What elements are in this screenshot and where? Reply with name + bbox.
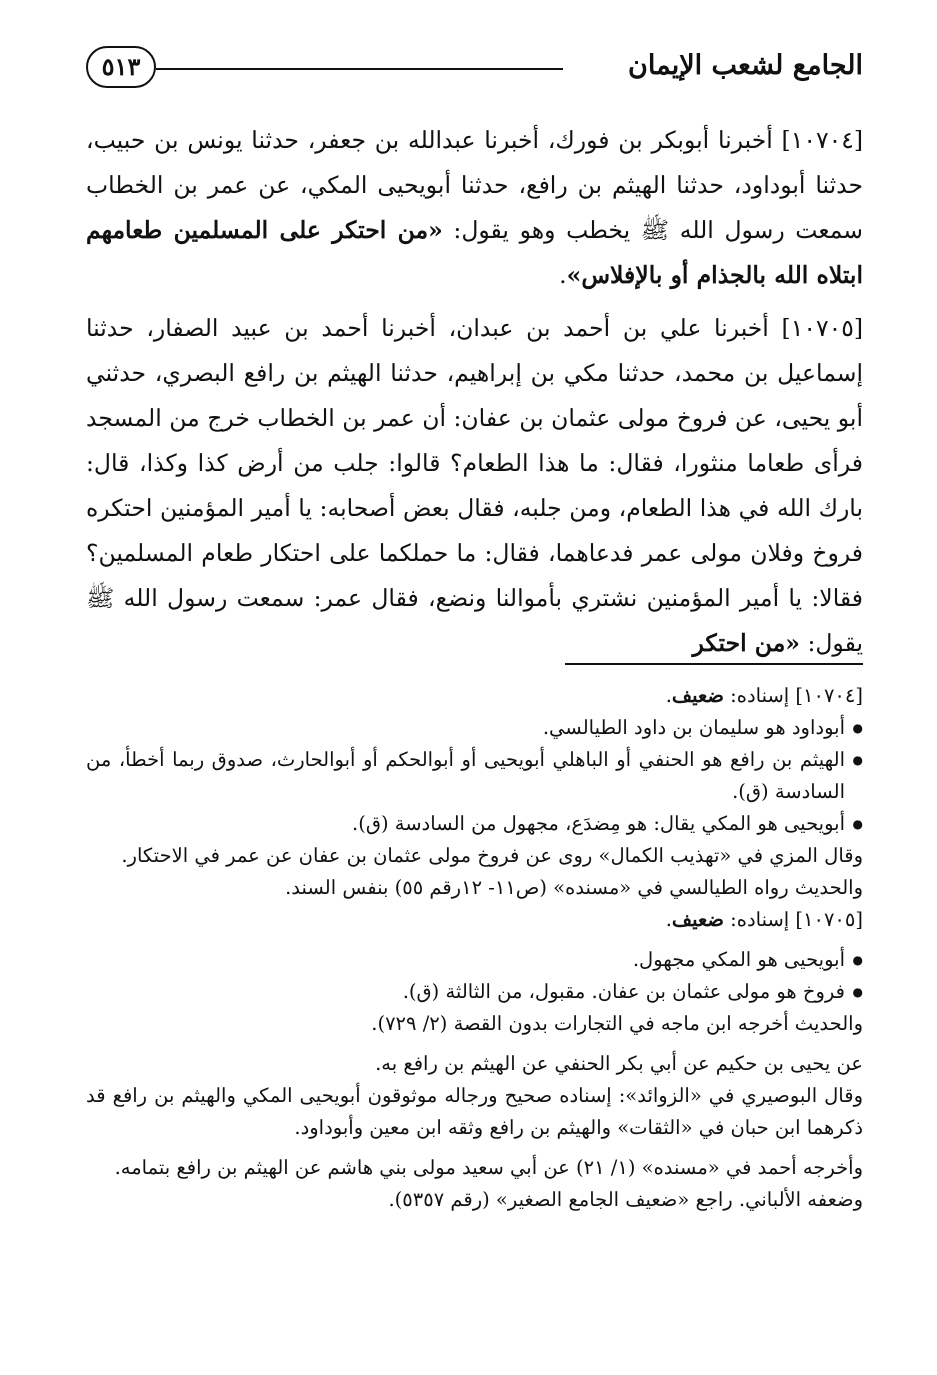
main-text (86, 118, 863, 674)
hadith-isnad: [١٠٧٠٤] أخبرنا أبوبكر بن فورك، أخبرنا عبدالله بن جعفر، حدثنا يونس بن حبيب، حدثنا أبوداود، حدثنا الهيثم بن رافع، حدثنا أبويحيى المكي، عن عمر بن الخطاب سمعت رسول الله ﷺ يخطب وهو يقول: (86, 126, 863, 244)
footnotes (86, 680, 863, 1216)
footnote-line: وقال البوصيري في «الزوائد»: إسناده صحيح ورجاله موثوقون أبويحيى المكي والهيثم بن رافع قد ذكرهما ابن حبان في «الثقات» والهيثم بن رافع وثقه ابن معين وأبوداود. (86, 1084, 863, 1139)
hadith-paragraph-10704 (86, 118, 863, 298)
page-number: ٥١٣ (86, 46, 156, 88)
footnote-line: والحديث أخرجه ابن ماجه في التجارات بدون القصة (٢/ ٧٢٩). (371, 1012, 863, 1035)
footnote-line: وضعفه الألباني. راجع «ضعيف الجامع الصغير» (رقم ٥٣٥٧). (388, 1188, 863, 1211)
footnote-bullet: ● أبويحيى هو المكي يقال: هو مِضدَع، مجهول من السادسة (ق). (86, 808, 863, 840)
footnote-line: عن يحيى بن حكيم عن أبي بكر الحنفي عن الهيثم بن رافع به. (375, 1052, 863, 1075)
hadith-paragraph-10705 (86, 306, 863, 666)
hadith-tail: . (559, 261, 567, 289)
footnote-line: وأخرجه أحمد في «مسنده» (١/ ٢١) عن أبي سعيد مولى بني هاشم عن الهيثم بن رافع بتمامه. (114, 1156, 863, 1179)
spacer (86, 1040, 863, 1048)
footnote-bullet: ● أبوداود هو سليمان بن داود الطيالسي. (86, 712, 863, 744)
footnote-separator (565, 663, 863, 665)
footnote-heading-10705 (86, 904, 863, 936)
footnote-label: [١٠٧٠٥] إسناده: (723, 908, 863, 931)
hadith-matn: «من احتكر على المسلمين طعامهم ابتلاه الله بالجذام أو بالإفلاس» (86, 216, 863, 289)
footnote-bullet: ● أبويحيى هو المكي مجهول. (86, 944, 863, 976)
footnote-line: والحديث رواه الطيالسي في «مسنده» (ص١١- ١٢رقم ٥٥) بنفس السند. (285, 876, 863, 899)
book-title: الجامع لشعب الإيمان (628, 50, 863, 81)
footnote-line: وقال المزي في «تهذيب الكمال» روى عن فروخ مولى عثمان بن عفان عن عمر في الاحتكار. (121, 844, 863, 867)
footnote-bullet: ● فروخ هو مولى عثمان بن عفان. مقبول، من الثالثة (ق). (86, 976, 863, 1008)
spacer (86, 936, 863, 944)
hadith-matn: «من احتكر (692, 629, 800, 657)
footnote-grade-end: . (665, 908, 672, 931)
footnote-bullet: ● الهيثم بن رافع هو الحنفي أو الباهلي أبويحيى أو أبوالحكم أو أبوالحارث، صدوق ربما أخطأ، من السادسة (ق). (86, 744, 863, 808)
footnote-grade: ضعيف (671, 908, 724, 931)
page-header (86, 44, 863, 100)
hadith-isnad: [١٠٧٠٥] أخبرنا علي بن أحمد بن عبدان، أخبرنا أحمد بن عبيد الصفار، حدثنا إسماعيل بن محمد، حدثنا مكي بن إبراهيم، حدثنا الهيثم بن رافع البصري، حدثني أبو يحيى، عن فروخ مولى عثمان بن عفان: أن عمر بن الخطاب خرج من المسجد فرأى طعاما منثورا، فقال: ما هذا الطعام؟ قالوا: جلب من أرض كذا وكذا، قال: بارك الله في هذا الطعام، ومن جلبه، فقال بعض أصحابه: يا أمير المؤمنين احتكره فروخ وفلان مولى عمر فدعاهما، فقال: ما حملكما على احتكار طعام المسلمين؟ فقالا: يا أمير المؤمنين نشتري بأموالنا ونضع، فقال عمر: سمعت رسول الله ﷺ يقول: (86, 314, 863, 657)
footnote-heading-10704 (86, 680, 863, 712)
header-rule (156, 68, 563, 70)
footnote-grade: ضعيف (671, 684, 724, 707)
footnote-grade-end: . (665, 684, 672, 707)
footnote-label: [١٠٧٠٤] إسناده: (723, 684, 863, 707)
spacer (86, 1144, 863, 1152)
